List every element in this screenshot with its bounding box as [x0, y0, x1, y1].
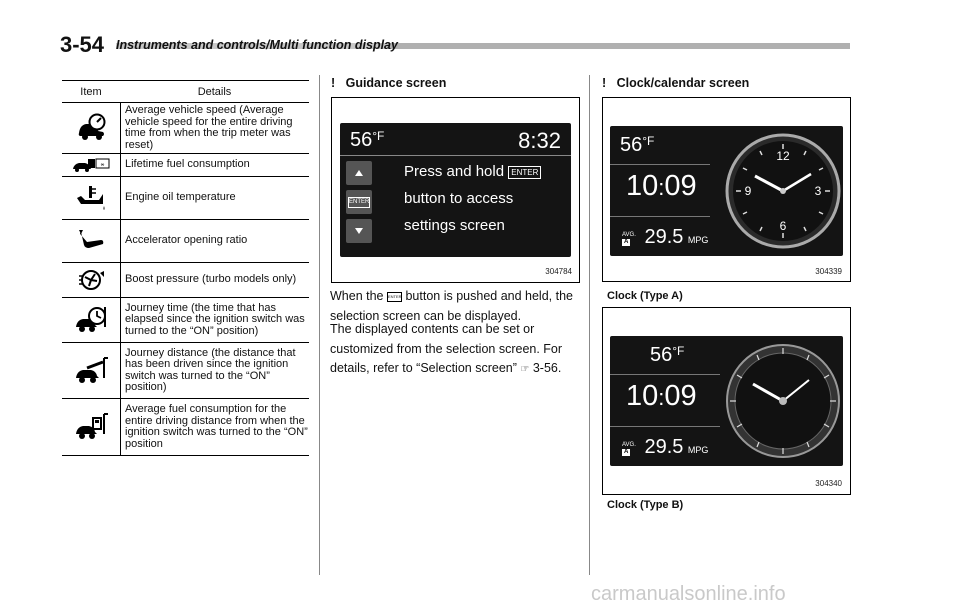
header-rule-dark	[387, 43, 850, 49]
analog-clock-a	[723, 130, 843, 252]
enter-key-inline-label: ENTER	[508, 166, 541, 179]
item-details-table	[62, 80, 309, 456]
numeral-9: 9	[744, 184, 752, 198]
screen-divider	[610, 164, 710, 165]
avg-badge: A	[624, 448, 629, 455]
clock-b-screen	[610, 336, 843, 466]
oil-temperature-icon	[62, 177, 120, 219]
column-divider-1	[319, 75, 320, 575]
enter-key-icon	[346, 190, 372, 214]
figure-id: 304339	[815, 267, 842, 276]
temperature-value: 56	[650, 344, 673, 366]
average-speed-icon	[62, 103, 120, 153]
heading-text: Clock/calendar screen	[616, 76, 750, 90]
table-row	[62, 177, 309, 220]
table-row	[62, 154, 309, 177]
table-header	[62, 81, 309, 103]
screen-divider	[610, 216, 710, 217]
temperature-value: 56	[350, 129, 373, 151]
guidance-line-1	[404, 163, 541, 180]
avg-label: AVG.	[622, 441, 636, 448]
screen-divider	[610, 426, 720, 427]
details-text: Engine oil temperature	[120, 177, 309, 219]
mpg-unit: MPG	[687, 235, 709, 245]
clock-heading	[602, 76, 749, 90]
up-arrow-icon	[346, 161, 372, 185]
table-row	[62, 399, 309, 456]
numeral-6: 6	[779, 219, 787, 233]
mpg-value: 29.5	[644, 436, 684, 458]
para-text: button is pushed and held, the selection screen can be displayed.	[330, 289, 573, 323]
clock-b-figure	[602, 307, 851, 495]
time-minutes: 09	[664, 380, 697, 412]
temperature-value: 56	[620, 134, 643, 156]
digital-time: 10:09	[626, 380, 697, 412]
page-number: 3-54	[60, 32, 105, 57]
para-text: The displayed contents can be set or customized from the selection screen. For details, refer to “Selection screen”	[330, 322, 563, 375]
reference-arrow-icon: ☞	[520, 364, 530, 375]
temperature-readout	[650, 344, 684, 367]
clock-a-screen	[610, 126, 843, 256]
average-fuel-icon	[62, 399, 120, 455]
table-row	[62, 298, 309, 343]
journey-distance-icon	[62, 343, 120, 398]
col-header-details: Details	[197, 85, 232, 98]
mpg-value: 29.5	[644, 226, 684, 248]
temperature-unit: °F	[672, 344, 685, 358]
details-text: Lifetime fuel consumption	[120, 154, 309, 176]
time-hours: 10	[626, 380, 659, 412]
screen-divider	[340, 155, 571, 156]
section-title: Instruments and controls/Multi function display	[116, 38, 398, 52]
mpg-unit: MPG	[687, 445, 709, 455]
down-arrow-icon	[346, 219, 372, 243]
details-text: Average vehicle speed (Average vehicle speed for the entire driving time from when the trip meter was reset)	[120, 103, 309, 153]
col-header-item: Item	[80, 85, 102, 98]
time-readout: 8:32	[518, 128, 561, 153]
time-minutes: 09	[664, 170, 697, 202]
guidance-paragraph-2	[330, 320, 592, 380]
average-fuel-readout	[622, 226, 708, 249]
guidance-line-2: button to access	[404, 190, 514, 207]
details-text: Boost pressure (turbo models only)	[120, 263, 309, 297]
temperature-readout	[350, 129, 384, 152]
table-row	[62, 263, 309, 298]
figure-id: 304340	[815, 479, 842, 488]
heading-marker: !	[602, 76, 607, 90]
temperature-unit: °F	[642, 134, 655, 148]
avg-label-block	[622, 442, 640, 456]
guidance-line-1-text: Press and hold	[404, 163, 505, 180]
page-reference: 3-56.	[532, 361, 562, 375]
caption-clock-a: Clock (Type A)	[607, 290, 683, 302]
numeral-3: 3	[814, 184, 822, 198]
time-hours: 10	[626, 170, 659, 202]
details-text: Accelerator opening ratio	[120, 220, 309, 262]
avg-badge: A	[624, 238, 629, 245]
guidance-heading	[331, 76, 446, 90]
digital-time: 10:09	[626, 170, 697, 202]
analog-clock-b	[723, 340, 843, 462]
guidance-screen	[340, 123, 571, 257]
enter-key-label: ENTER	[348, 197, 370, 208]
details-text: Journey time (the time that has elapsed since the ignition switch was turned to the “ON” position)	[120, 298, 309, 342]
table-row	[62, 220, 309, 263]
watermark: carmanualsonline.info	[591, 583, 786, 605]
avg-label-block	[622, 232, 640, 246]
screen-divider	[610, 374, 720, 375]
heading-text: Guidance screen	[345, 76, 447, 90]
table-row	[62, 343, 309, 399]
numeral-12: 12	[776, 149, 790, 163]
para-text: When the	[330, 289, 384, 303]
heading-marker: !	[331, 76, 336, 90]
guidance-line-3: settings screen	[404, 217, 505, 234]
accelerator-icon	[62, 220, 120, 262]
table-row	[62, 103, 309, 154]
details-text: Journey distance (the distance that has been driven since the ignition switch was turned to the “ON” position)	[120, 343, 309, 398]
svg-text:∞: ∞	[100, 162, 105, 168]
figure-id: 304784	[545, 267, 572, 276]
temperature-readout	[620, 134, 654, 157]
details-text: Average fuel consumption for the entire driving distance from when the ignition switch was turned to the “ON” position	[120, 399, 309, 455]
guidance-figure	[331, 97, 580, 283]
page-header	[0, 28, 960, 58]
avg-label: AVG.	[622, 231, 636, 238]
boost-pressure-icon	[62, 263, 120, 297]
lifetime-fuel-icon	[62, 154, 120, 176]
caption-clock-b: Clock (Type B)	[607, 499, 684, 511]
temperature-unit: °F	[372, 129, 385, 143]
enter-key-inline-icon: ENTER	[387, 292, 402, 302]
journey-time-icon	[62, 298, 120, 342]
average-fuel-readout	[622, 436, 708, 459]
clock-a-figure	[602, 97, 851, 282]
